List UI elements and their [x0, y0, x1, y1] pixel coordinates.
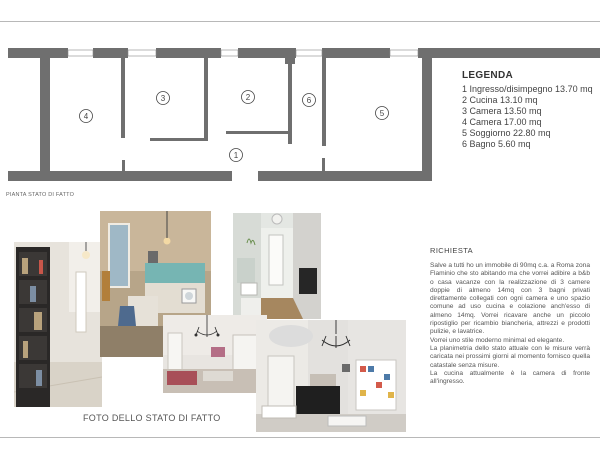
- request-paragraph: La planimetria dello stato attuale con le misure verrà caricata nei prossimi giorni al momento fornisco quella catastale senza misure.: [430, 344, 590, 369]
- photo-living-room: [256, 320, 406, 432]
- plan-caption: PIANTA STATO DI FATTO: [6, 192, 75, 198]
- photo-bedroom-chandelier: [163, 315, 267, 393]
- request-body: [430, 262, 590, 386]
- request-paragraph: Vorrei uno stile moderno minimal ed elegante.: [430, 336, 565, 344]
- room-number-6: 6: [306, 96, 312, 105]
- room-number-5: 5: [379, 109, 385, 118]
- legend-title: LEGENDA: [462, 70, 513, 81]
- room-number-2: 2: [245, 93, 251, 102]
- photos-caption: FOTO DELLO STATO DI FATTO: [83, 413, 221, 423]
- legend-item: 4 Camera 17.00 mq: [462, 117, 542, 127]
- photo-bookshelf-room: [14, 242, 102, 407]
- legend-item: 2 Cucina 13.10 mq: [462, 95, 538, 105]
- bottom-rule: [0, 437, 600, 438]
- legend-item: 6 Bagno 5.60 mq: [462, 139, 531, 149]
- room-number-4: 4: [83, 112, 89, 121]
- legend-item: 3 Camera 13.50 mq: [462, 106, 542, 116]
- room-number-3: 3: [160, 94, 166, 103]
- photo-bathroom-corridor: [233, 213, 321, 319]
- legend-item: 5 Soggiorno 22.80 mq: [462, 128, 551, 138]
- legend-list: [462, 84, 593, 150]
- room-number-1: 1: [233, 151, 239, 160]
- request-paragraph: La cucina attualmente è la camera di fronte all'ingresso.: [430, 369, 590, 386]
- legend-item: 1 Ingresso/disimpegno 13.70 mq: [462, 84, 593, 94]
- request-title: RICHIESTA: [430, 246, 474, 255]
- request-paragraph: Salve a tutti ho un immobile di 90mq c.a. a Roma zona Flaminio che sto abitando ma che vorrei adibire a b&b o casa vacanze con la realizzazione di 3 camere doppie di almeno 14mq con 3 bagni privati direttamente collegati con ogni camera e uno spazio comune ad uso cucina e colazione anch'esso di almeno 14mq. Vorrei ricavare anche un piccolo ripostiglio per ricambio biancheria, attrezzi e prodotti pulizie, e lavatrice.: [430, 262, 590, 336]
